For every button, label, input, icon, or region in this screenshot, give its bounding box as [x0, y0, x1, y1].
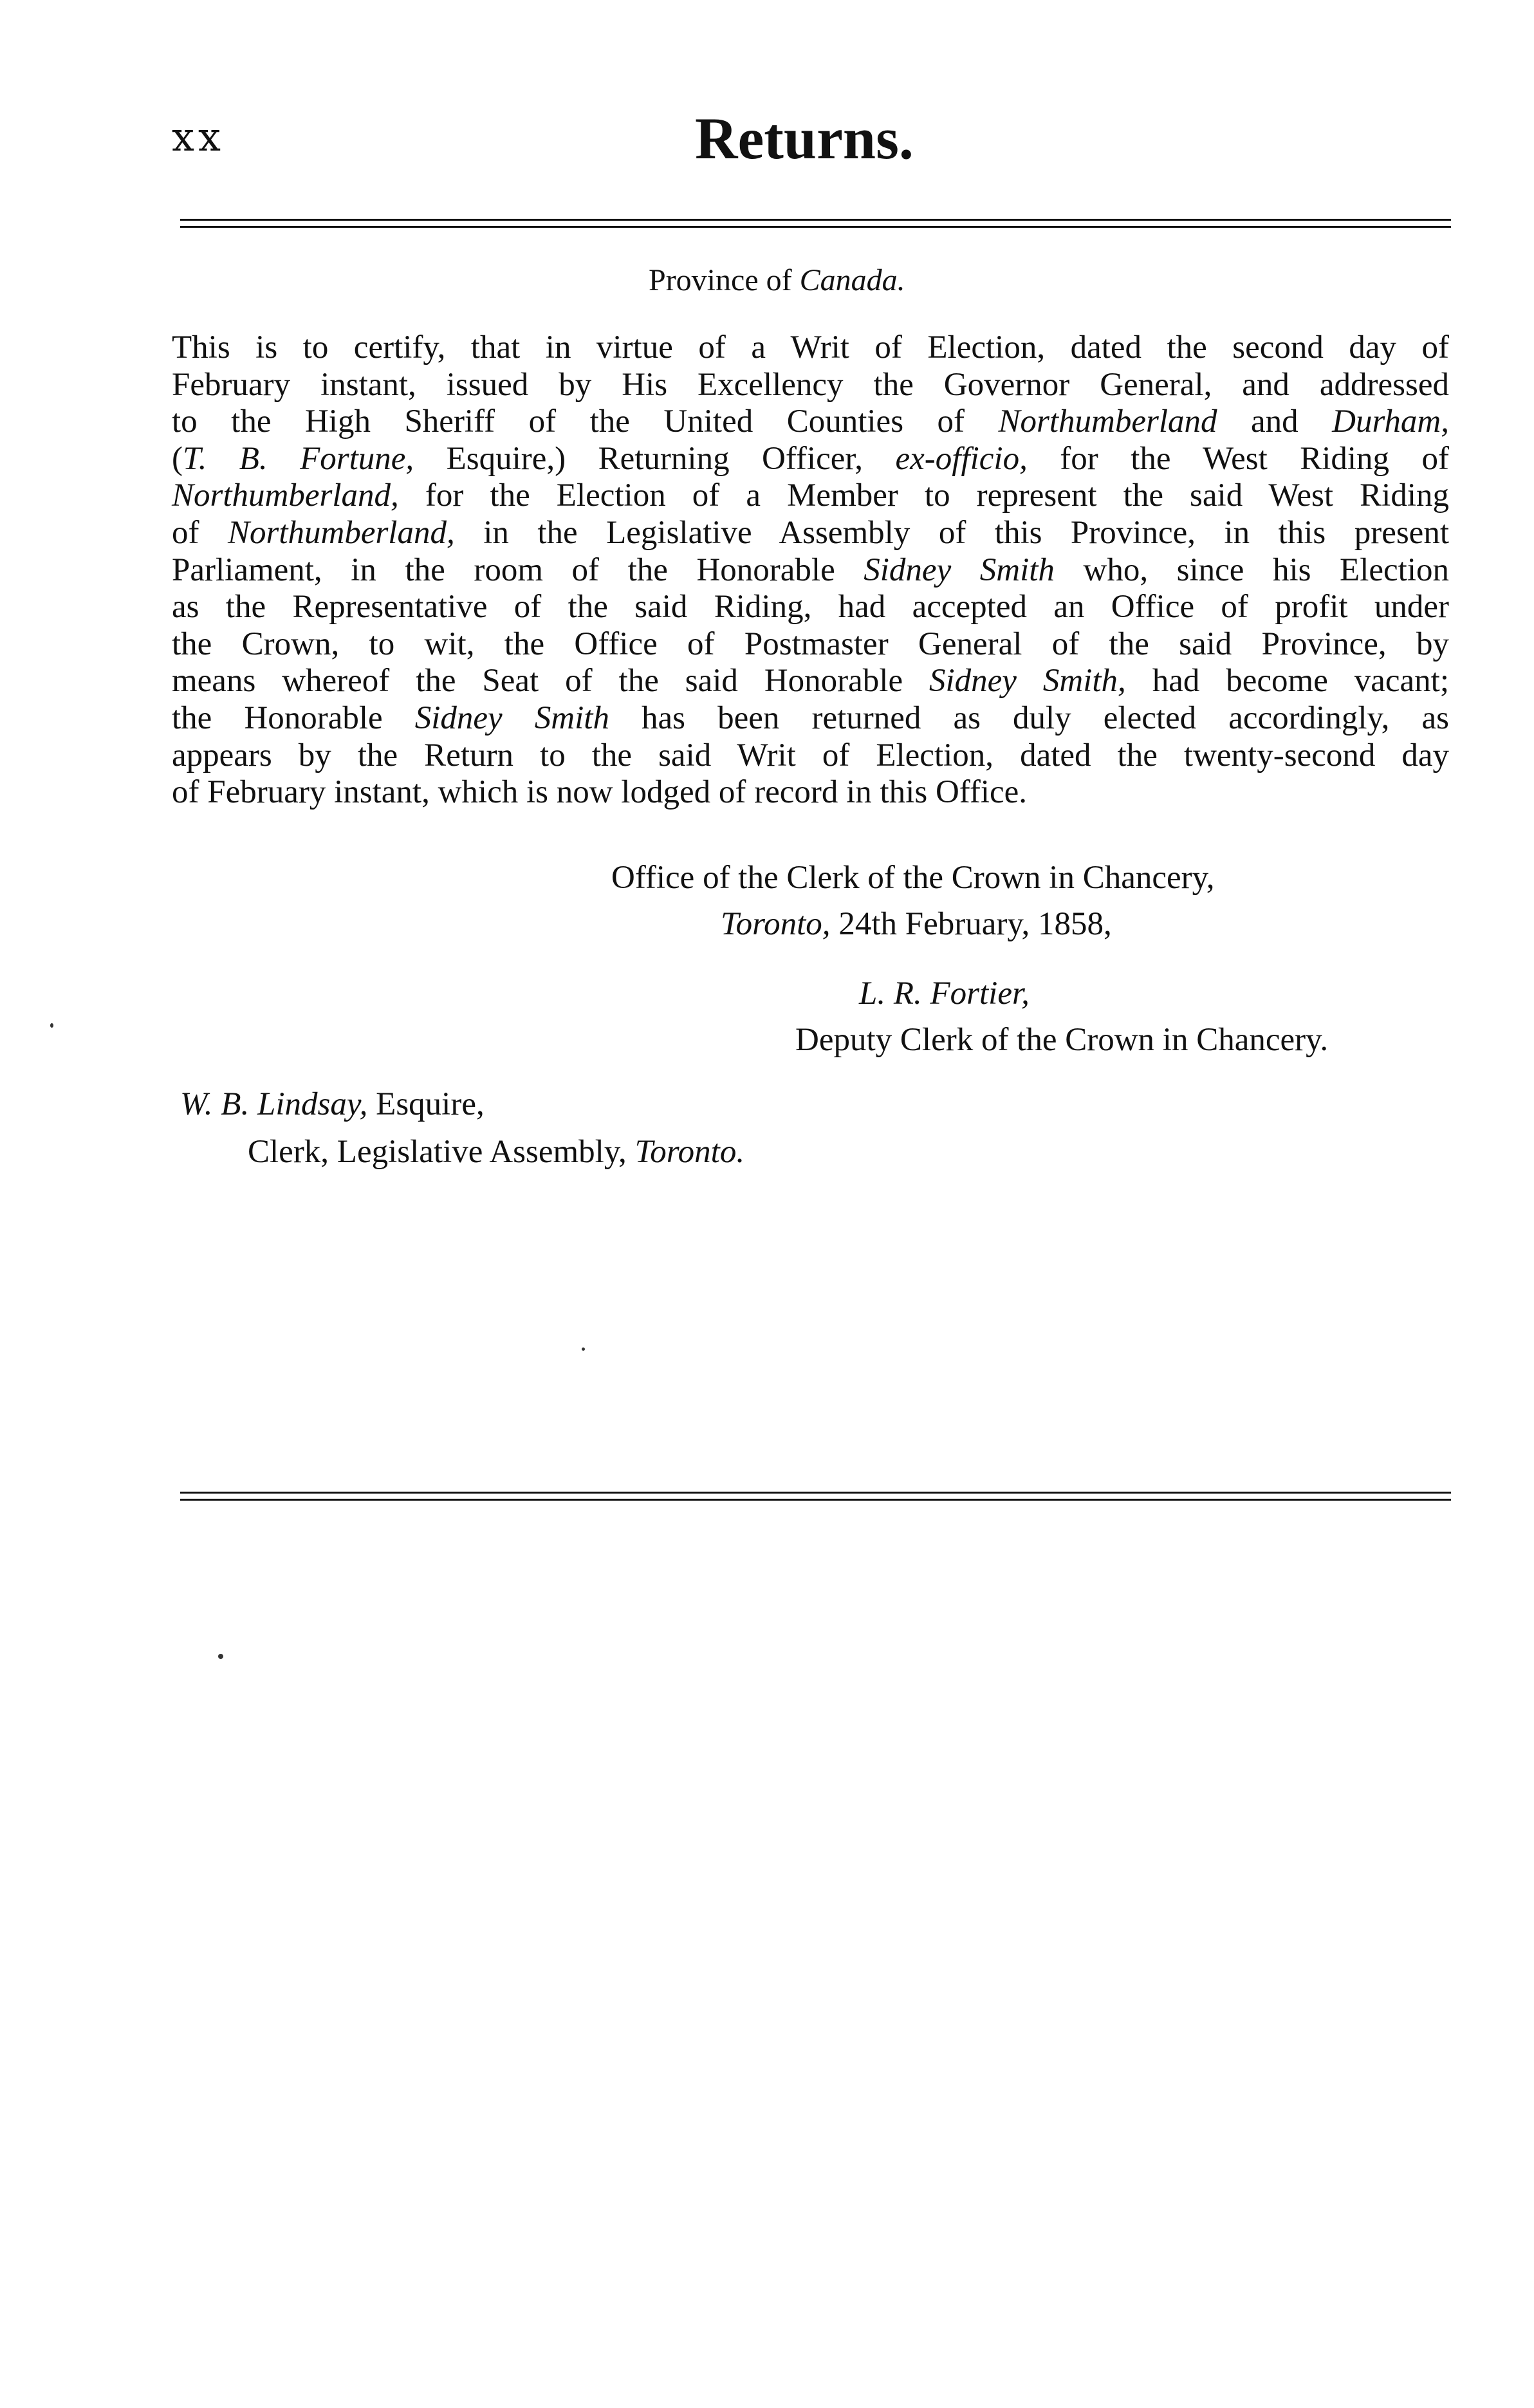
italic-text: Sidney Smith	[414, 699, 609, 736]
signer-name: L. R. Fortier,	[859, 976, 1030, 1012]
text-line	[172, 626, 1449, 663]
text-line	[172, 589, 1449, 626]
text-segment: as the Representative of the said Riding, had accepted an Office of profit under	[172, 589, 1449, 625]
text-segment: of	[172, 514, 228, 551]
text-segment: in the Legislative Assembly of this Province, in this present	[454, 514, 1449, 551]
addressee-suffix: Esquire,	[367, 1086, 485, 1122]
province-prefix: Province of	[649, 263, 800, 297]
text-segment: the Honorable	[172, 699, 415, 736]
certificate-paragraph	[172, 329, 1449, 811]
text-segment: Esquire,) Returning Officer,	[414, 440, 896, 477]
italic-text: Sidney Smith,	[929, 663, 1126, 699]
text-segment: has been returned as duly elected accordingly, as	[609, 699, 1449, 736]
text-line	[172, 515, 1449, 552]
italic-text: Durham,	[1332, 403, 1450, 440]
text-line	[172, 441, 1449, 478]
text-segment: of February instant, which is now lodged of record in this Office.	[172, 774, 1028, 811]
scan-speck	[50, 1023, 53, 1028]
text-line	[172, 552, 1449, 589]
text-segment: and	[1217, 403, 1333, 440]
italic-text: T. B. Fortune,	[182, 440, 414, 477]
place-city: Toronto,	[721, 906, 831, 942]
text-segment: for the West Riding of	[1027, 440, 1449, 477]
signer-title: Deputy Clerk of the Crown in Chancery.	[795, 1022, 1329, 1058]
text-line	[172, 403, 1449, 441]
text-segment: This is to certify, that in virtue of a Writ of Election, dated the second day of	[172, 329, 1449, 366]
text-segment: means whereof the Seat of the said Honorable	[172, 663, 929, 699]
bottom-double-rule	[180, 1492, 1451, 1501]
office-line: Office of the Clerk of the Crown in Chancery,	[611, 860, 1215, 896]
text-line	[172, 663, 1449, 700]
text-line	[172, 700, 1449, 737]
text-segment: for the Election of a Member to represent the said West Riding	[398, 477, 1449, 514]
text-segment: Parliament, in the room of the Honorable	[172, 551, 864, 588]
italic-text: Northumberland	[998, 403, 1217, 440]
italic-text: Northumberland,	[172, 477, 399, 514]
text-segment: to the High Sheriff of the United Counties of	[172, 403, 999, 440]
text-line	[172, 329, 1449, 367]
addressee-city: Toronto.	[634, 1134, 745, 1170]
running-head: Returns.	[695, 106, 914, 171]
page-number: xx	[172, 113, 225, 160]
scan-speck	[218, 1654, 223, 1659]
text-line	[172, 774, 1449, 811]
scan-speck	[582, 1348, 585, 1351]
addressee-name: W. B. Lindsay,	[180, 1086, 368, 1122]
italic-text: Sidney Smith	[864, 551, 1055, 588]
addressee-role: Clerk, Legislative Assembly,	[248, 1134, 635, 1170]
text-line	[172, 477, 1449, 515]
text-segment: appears by the Return to the said Writ of Election, dated the twenty-second day	[172, 737, 1449, 773]
text-line	[172, 737, 1449, 775]
place-date: 24th February, 1858,	[830, 906, 1112, 942]
province-name: Canada.	[799, 263, 905, 297]
place-date-line	[721, 905, 1112, 943]
text-segment: the Crown, to wit, the Office of Postmaster General of the said Province, by	[172, 625, 1449, 662]
text-segment: had become vacant;	[1125, 663, 1449, 699]
addressee-role-line	[248, 1133, 744, 1171]
province-heading	[649, 263, 905, 298]
addressee-line	[180, 1085, 485, 1124]
text-segment: February instant, issued by His Excellency the Governor General, and addressed	[172, 366, 1449, 403]
italic-text: ex-officio,	[895, 440, 1028, 477]
text-segment: (	[172, 440, 183, 477]
text-line	[172, 367, 1449, 404]
text-segment: who, since his Election	[1054, 551, 1449, 588]
italic-text: Northumberland,	[227, 514, 455, 551]
top-double-rule	[180, 219, 1451, 228]
